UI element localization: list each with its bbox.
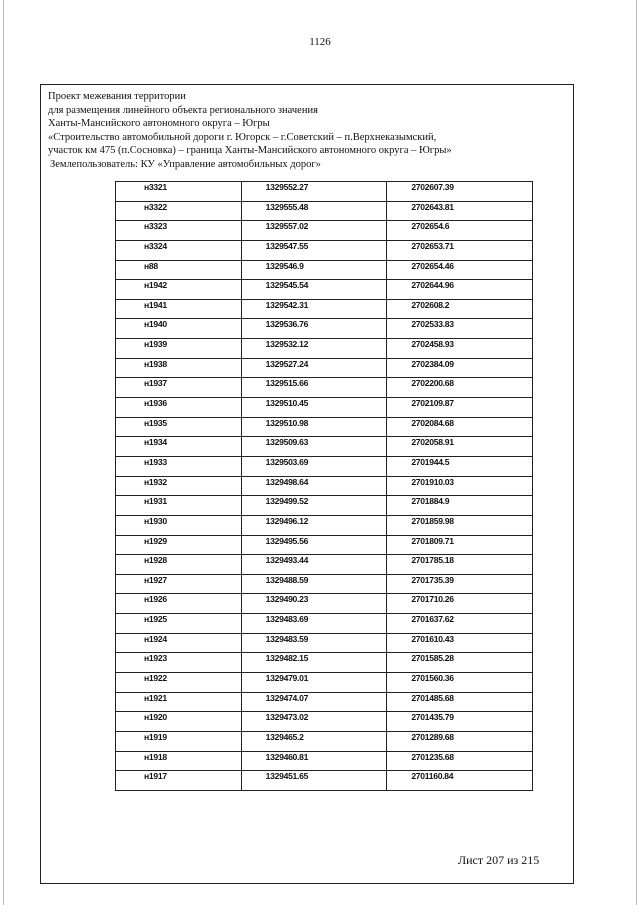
x-coordinate-cell: 1329483.69 — [241, 614, 387, 634]
y-coordinate-cell: 2701585.28 — [387, 653, 533, 673]
table-row — [116, 731, 533, 751]
table-row — [116, 771, 533, 791]
x-coordinate-cell: 1329536.76 — [241, 319, 387, 339]
point-id-cell: н1932 — [116, 476, 242, 496]
point-id-cell: н1936 — [116, 398, 242, 418]
sheet-counter: Лист 207 из 215 — [458, 853, 540, 867]
table-row — [116, 515, 533, 535]
y-coordinate-cell: 2702653.71 — [387, 240, 533, 260]
x-coordinate-cell: 1329488.59 — [241, 574, 387, 594]
x-coordinate-cell: 1329460.81 — [241, 751, 387, 771]
table-row — [116, 260, 533, 280]
x-coordinate-cell: 1329498.64 — [241, 476, 387, 496]
y-coordinate-cell: 2702458.93 — [387, 339, 533, 359]
table-row — [116, 280, 533, 300]
table-row — [116, 496, 533, 516]
table-row — [116, 201, 533, 221]
table-row — [116, 240, 533, 260]
table-row — [116, 319, 533, 339]
coordinates-table-body — [116, 182, 533, 791]
header-line: Землепользователь: КУ «Управление автомобильных дорог» — [50, 158, 321, 170]
point-id-cell: н1942 — [116, 280, 242, 300]
y-coordinate-cell: 2701610.43 — [387, 633, 533, 653]
point-id-cell: н3321 — [116, 182, 242, 202]
x-coordinate-cell: 1329496.12 — [241, 515, 387, 535]
coordinates-table — [115, 181, 533, 791]
scan-edge-left — [3, 0, 4, 905]
point-id-cell: н1917 — [116, 771, 242, 791]
x-coordinate-cell: 1329515.66 — [241, 378, 387, 398]
table-row — [116, 653, 533, 673]
x-coordinate-cell: 1329483.59 — [241, 633, 387, 653]
table-row — [116, 535, 533, 555]
point-id-cell: н1920 — [116, 712, 242, 732]
x-coordinate-cell: 1329473.02 — [241, 712, 387, 732]
table-row — [116, 555, 533, 575]
page-number: 1126 — [309, 36, 331, 48]
header-line: участок км 475 (п.Сосновка) – граница Ханты-Мансийского автономного округа – Югры» — [48, 145, 452, 157]
x-coordinate-cell: 1329527.24 — [241, 358, 387, 378]
y-coordinate-cell: 2701735.39 — [387, 574, 533, 594]
point-id-cell: н88 — [116, 260, 242, 280]
point-id-cell: н1919 — [116, 731, 242, 751]
x-coordinate-cell: 1329555.48 — [241, 201, 387, 221]
header-line: Ханты-Мансийского автономного округа – Югры — [48, 118, 270, 130]
table-row — [116, 574, 533, 594]
y-coordinate-cell: 2702643.81 — [387, 201, 533, 221]
table-row — [116, 358, 533, 378]
y-coordinate-cell: 2701859.98 — [387, 515, 533, 535]
x-coordinate-cell: 1329482.15 — [241, 653, 387, 673]
y-coordinate-cell: 2701160.84 — [387, 771, 533, 791]
x-coordinate-cell: 1329490.23 — [241, 594, 387, 614]
table-row — [116, 221, 533, 241]
x-coordinate-cell: 1329493.44 — [241, 555, 387, 575]
y-coordinate-cell: 2702608.2 — [387, 299, 533, 319]
y-coordinate-cell: 2702654.46 — [387, 260, 533, 280]
x-coordinate-cell: 1329451.65 — [241, 771, 387, 791]
y-coordinate-cell: 2701485.68 — [387, 692, 533, 712]
point-id-cell: н1938 — [116, 358, 242, 378]
table-row — [116, 398, 533, 418]
x-coordinate-cell: 1329499.52 — [241, 496, 387, 516]
point-id-cell: н1927 — [116, 574, 242, 594]
point-id-cell: н1934 — [116, 437, 242, 457]
point-id-cell: н1940 — [116, 319, 242, 339]
x-coordinate-cell: 1329545.54 — [241, 280, 387, 300]
point-id-cell: н1939 — [116, 339, 242, 359]
point-id-cell: н1930 — [116, 515, 242, 535]
point-id-cell: н1937 — [116, 378, 242, 398]
y-coordinate-cell: 2701785.18 — [387, 555, 533, 575]
table-row — [116, 751, 533, 771]
y-coordinate-cell: 2701809.71 — [387, 535, 533, 555]
point-id-cell: н1929 — [116, 535, 242, 555]
table-row — [116, 182, 533, 202]
table-row — [116, 594, 533, 614]
x-coordinate-cell: 1329546.9 — [241, 260, 387, 280]
x-coordinate-cell: 1329510.98 — [241, 417, 387, 437]
y-coordinate-cell: 2701944.5 — [387, 456, 533, 476]
y-coordinate-cell: 2701560.36 — [387, 673, 533, 693]
point-id-cell: н1922 — [116, 673, 242, 693]
table-row — [116, 378, 533, 398]
y-coordinate-cell: 2702109.87 — [387, 398, 533, 418]
point-id-cell: н1931 — [116, 496, 242, 516]
header-line: для размещения линейного объекта регионального значения — [48, 104, 318, 116]
table-row — [116, 673, 533, 693]
table-row — [116, 614, 533, 634]
x-coordinate-cell: 1329509.63 — [241, 437, 387, 457]
y-coordinate-cell: 2702533.83 — [387, 319, 533, 339]
y-coordinate-cell: 2701235.68 — [387, 751, 533, 771]
y-coordinate-cell: 2701910.03 — [387, 476, 533, 496]
y-coordinate-cell: 2702654.6 — [387, 221, 533, 241]
table-row — [116, 339, 533, 359]
table-row — [116, 633, 533, 653]
x-coordinate-cell: 1329465.2 — [241, 731, 387, 751]
point-id-cell: н3324 — [116, 240, 242, 260]
header-line: «Строительство автомобильной дороги г. Югорск – г.Советский – п.Верхнеказымский, — [48, 131, 437, 143]
point-id-cell: н1926 — [116, 594, 242, 614]
table-row — [116, 417, 533, 437]
point-id-cell: н3323 — [116, 221, 242, 241]
y-coordinate-cell: 2701289.68 — [387, 731, 533, 751]
y-coordinate-cell: 2702058.91 — [387, 437, 533, 457]
point-id-cell: н1924 — [116, 633, 242, 653]
x-coordinate-cell: 1329495.56 — [241, 535, 387, 555]
y-coordinate-cell: 2702384.09 — [387, 358, 533, 378]
y-coordinate-cell: 2702644.96 — [387, 280, 533, 300]
y-coordinate-cell: 2702084.68 — [387, 417, 533, 437]
y-coordinate-cell: 2701884.9 — [387, 496, 533, 516]
point-id-cell: н1928 — [116, 555, 242, 575]
x-coordinate-cell: 1329552.27 — [241, 182, 387, 202]
y-coordinate-cell: 2701435.79 — [387, 712, 533, 732]
x-coordinate-cell: 1329479.01 — [241, 673, 387, 693]
scan-edge-right — [636, 0, 637, 905]
y-coordinate-cell: 2702200.68 — [387, 378, 533, 398]
y-coordinate-cell: 2701710.26 — [387, 594, 533, 614]
x-coordinate-cell: 1329542.31 — [241, 299, 387, 319]
table-row — [116, 437, 533, 457]
x-coordinate-cell: 1329474.07 — [241, 692, 387, 712]
table-row — [116, 299, 533, 319]
x-coordinate-cell: 1329557.02 — [241, 221, 387, 241]
y-coordinate-cell: 2702607.39 — [387, 182, 533, 202]
table-row — [116, 712, 533, 732]
point-id-cell: н1933 — [116, 456, 242, 476]
point-id-cell: н1925 — [116, 614, 242, 634]
x-coordinate-cell: 1329510.45 — [241, 398, 387, 418]
x-coordinate-cell: 1329547.55 — [241, 240, 387, 260]
table-row — [116, 456, 533, 476]
point-id-cell: н3322 — [116, 201, 242, 221]
table-row — [116, 692, 533, 712]
document-header — [48, 90, 568, 172]
x-coordinate-cell: 1329532.12 — [241, 339, 387, 359]
point-id-cell: н1935 — [116, 417, 242, 437]
table-row — [116, 476, 533, 496]
point-id-cell: н1921 — [116, 692, 242, 712]
point-id-cell: н1941 — [116, 299, 242, 319]
header-line: Проект межевания территории — [48, 91, 186, 102]
point-id-cell: н1923 — [116, 653, 242, 673]
y-coordinate-cell: 2701637.62 — [387, 614, 533, 634]
point-id-cell: н1918 — [116, 751, 242, 771]
x-coordinate-cell: 1329503.69 — [241, 456, 387, 476]
